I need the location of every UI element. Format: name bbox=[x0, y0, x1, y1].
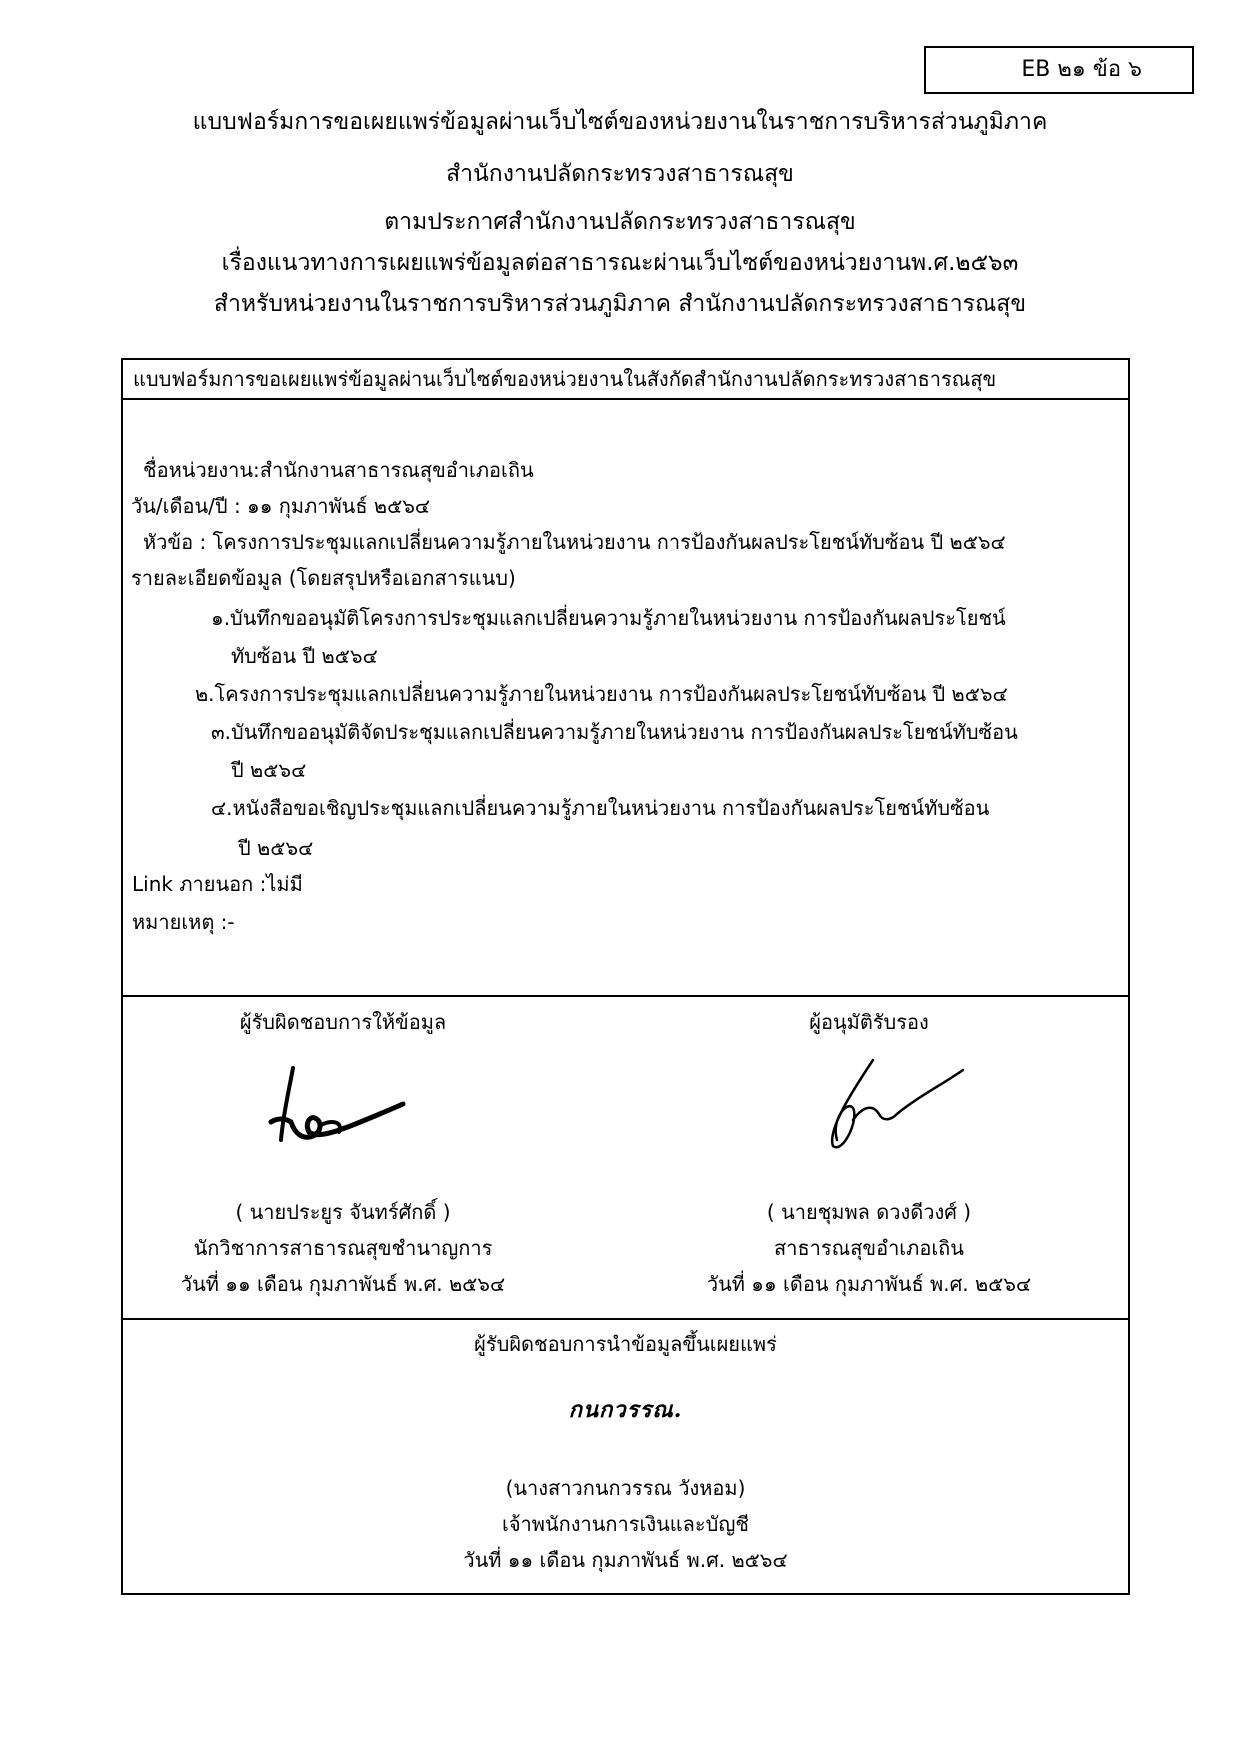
header-line-3: ตามประกาศสำนักงานปลัดกระทรวงสาธารณสุข bbox=[384, 209, 856, 235]
agency-name: ชื่อหน่วยงาน:สำนักงานสาธารณสุขอำเภอเถิน bbox=[143, 458, 534, 482]
publisher-position: เจ้าพนักงานการเงินและบัญชี bbox=[502, 1512, 749, 1536]
form-title: แบบฟอร์มการขอเผยแพร่ข้อมูลผ่านเว็บไซต์ของหน่วยงานในสังกัดสำนักงานปลัดกระทรวงสาธารณสุข bbox=[123, 360, 1128, 400]
detail-item-3: ๓.บันทึกขออนุมัติจัดประชุมแลกเปลี่ยนความรู้ภายในหน่วยงาน การป้องกันผลประโยชน์ทับซ้อน bbox=[211, 720, 1018, 744]
publication-request-form bbox=[121, 358, 1130, 1595]
approver-name: ( นายชุมพล ดวงดีวงศ์ ) bbox=[766, 1200, 972, 1224]
responsible-heading: ผู้รับผิดชอบการให้ข้อมูล bbox=[239, 1010, 447, 1034]
detail-item-1: ๑.บันทึกขออนุมัติโครงการประชุมแลกเปลี่ยนความรู้ภายในหน่วยงาน การป้องกันผลประโยชน์ bbox=[211, 606, 1006, 630]
detail-item-4-cont: ปี ๒๕๖๔ bbox=[238, 836, 314, 860]
external-link: Link ภายนอก :ไม่มี bbox=[132, 872, 303, 896]
subject: หัวข้อ : โครงการประชุมแลกเปลี่ยนความรู้ภายในหน่วยงาน การป้องกันผลประโยชน์ทับซ้อน ปี ๒๕๖๔ bbox=[143, 530, 1006, 554]
reference-code: EB ๒๑ ข้อ ๖ bbox=[1021, 57, 1142, 82]
header-line-2: สำนักงานปลัดกระทรวงสาธารณสุข bbox=[446, 161, 794, 187]
detail-item-2: ๒.โครงการประชุมแลกเปลี่ยนความรู้ภายในหน่วยงาน การป้องกันผลประโยชน์ทับซ้อน ปี ๒๕๖๔ bbox=[195, 682, 1008, 706]
approver-signature-icon bbox=[813, 1050, 973, 1160]
divider-publisher bbox=[123, 1318, 1128, 1320]
responsible-position: นักวิชาการสาธารณสุขชำนาญการ bbox=[193, 1236, 493, 1260]
publisher-name: (นางสาวกนกวรรณ วังหอม) bbox=[505, 1476, 746, 1500]
header-line-4: เรื่องแนวทางการเผยแพร่ข้อมูลต่อสาธารณะผ่านเว็บไซต์ของหน่วยงานพ.ศ.๒๕๖๓ bbox=[221, 250, 1019, 276]
publisher-heading: ผู้รับผิดชอบการนำข้อมูลขึ้นเผยแพร่ bbox=[474, 1332, 777, 1356]
form-date: วัน/เดือน/ปี : ๑๑ กุมภาพันธ์ ๒๕๖๔ bbox=[131, 494, 431, 518]
header-line-5: สำหรับหน่วยงานในราชการบริหารส่วนภูมิภาค สำนักงานปลัดกระทรวงสาธารณสุข bbox=[213, 291, 1027, 317]
responsible-date: วันที่ ๑๑ เดือน กุมภาพันธ์ พ.ศ. ๒๕๖๔ bbox=[180, 1272, 506, 1296]
details-label: รายละเอียดข้อมูล (โดยสรุปหรือเอกสารแนบ) bbox=[131, 566, 516, 590]
publisher-date: วันที่ ๑๑ เดือน กุมภาพันธ์ พ.ศ. ๒๕๖๔ bbox=[463, 1548, 788, 1572]
divider-signatures bbox=[123, 995, 1128, 997]
reference-code-box bbox=[924, 46, 1194, 94]
approver-date: วันที่ ๑๑ เดือน กุมภาพันธ์ พ.ศ. ๒๕๖๔ bbox=[706, 1272, 1032, 1296]
responsible-signature-icon bbox=[263, 1060, 413, 1150]
publisher-signature-icon: กนกวรรณ. bbox=[568, 1397, 683, 1423]
detail-item-3-cont: ปี ๒๕๖๔ bbox=[231, 758, 307, 782]
remark: หมายเหตุ :- bbox=[132, 910, 235, 934]
header-line-1: แบบฟอร์มการขอเผยแพร่ข้อมูลผ่านเว็บไซต์ของหน่วยงานในราชการบริหารส่วนภูมิภาค bbox=[192, 109, 1048, 135]
approver-heading: ผู้อนุมัติรับรอง bbox=[809, 1010, 929, 1034]
responsible-name: ( นายประยูร จันทร์ศักดิ์ ) bbox=[235, 1200, 451, 1224]
approver-position: สาธารณสุขอำเภอเถิน bbox=[774, 1236, 964, 1260]
detail-item-4: ๔.หนังสือขอเชิญประชุมแลกเปลี่ยนความรู้ภายในหน่วยงาน การป้องกันผลประโยชน์ทับซ้อน bbox=[211, 796, 990, 820]
detail-item-1-cont: ทับซ้อน ปี ๒๕๖๔ bbox=[231, 644, 378, 668]
